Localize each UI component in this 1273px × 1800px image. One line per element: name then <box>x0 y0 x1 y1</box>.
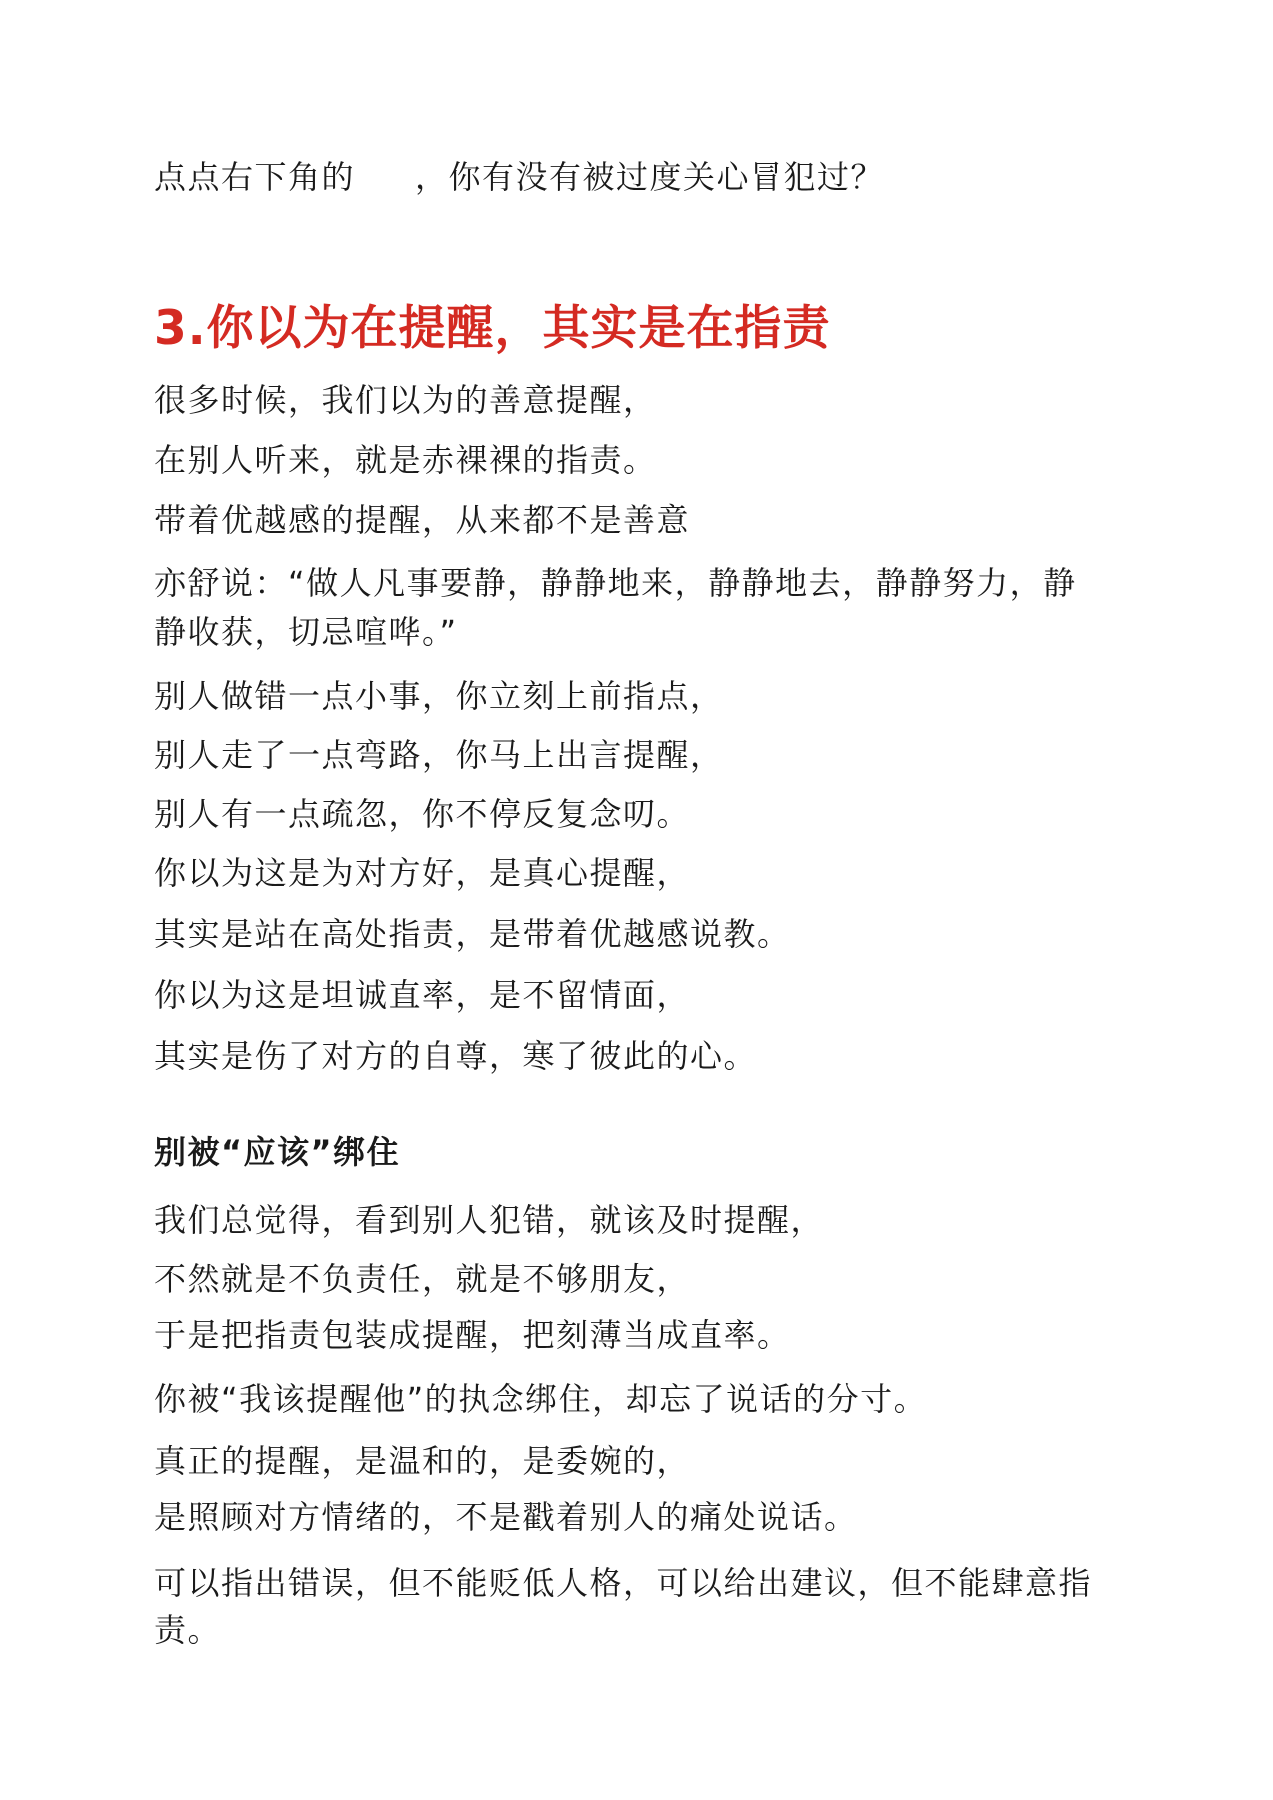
subsection-line: 真正的提醒，是温和的，是委婉的， <box>154 1442 691 1480</box>
subsection-title: 别被“应该”绑住 <box>154 1133 401 1171</box>
section-line: 很多时候，我们以为的善意提醒， <box>154 381 657 419</box>
section-line: 其实是站在高处指责，是带着优越感说教。 <box>154 915 791 953</box>
subsection-line: 是照顾对方情绪的，不是戳着别人的痛处说话。 <box>154 1498 858 1536</box>
subsection-line: 责。 <box>154 1611 222 1649</box>
section-title: 3.你以为在提醒，其实是在指责 <box>154 301 831 356</box>
intro-after: ，你有没有被过度关心冒犯过？ <box>415 158 885 196</box>
subsection-line: 于是把指责包装成提醒，把刻薄当成直率。 <box>154 1316 791 1354</box>
subsection-line: 可以指出错误，但不能贬低人格，可以给出建议，但不能肆意指 <box>154 1564 1093 1602</box>
section-line: 你以为这是坦诚直率，是不留情面， <box>154 976 691 1014</box>
intro-before: 点点右下角的 <box>154 158 356 196</box>
section-line: 其实是伤了对方的自尊，寒了彼此的心。 <box>154 1037 758 1075</box>
section-line: 别人做错一点小事，你立刻上前指点， <box>154 677 724 715</box>
intro-line <box>154 160 884 194</box>
subsection-line: 你被“我该提醒他”的执念绑住，却忘了说话的分寸。 <box>154 1380 928 1418</box>
section-line: 带着优越感的提醒，从来都不是善意 <box>154 501 691 539</box>
section-line: 你以为这是为对方好，是真心提醒， <box>154 854 691 892</box>
section-line: 别人走了一点弯路，你马上出言提醒， <box>154 736 724 774</box>
subsection-line: 我们总觉得，看到别人犯错，就该及时提醒， <box>154 1201 825 1239</box>
section-line: 在别人听来，就是赤裸裸的指责。 <box>154 441 657 479</box>
section-line: 别人有一点疏忽，你不停反复念叨。 <box>154 795 691 833</box>
subsection-line: 不然就是不负责任，就是不够朋友， <box>154 1260 691 1298</box>
section-line: 静收获，切忌喧哗。” <box>154 613 458 651</box>
section-line: 亦舒说：“做人凡事要静，静静地来，静静地去，静静努力，静 <box>154 564 1077 602</box>
